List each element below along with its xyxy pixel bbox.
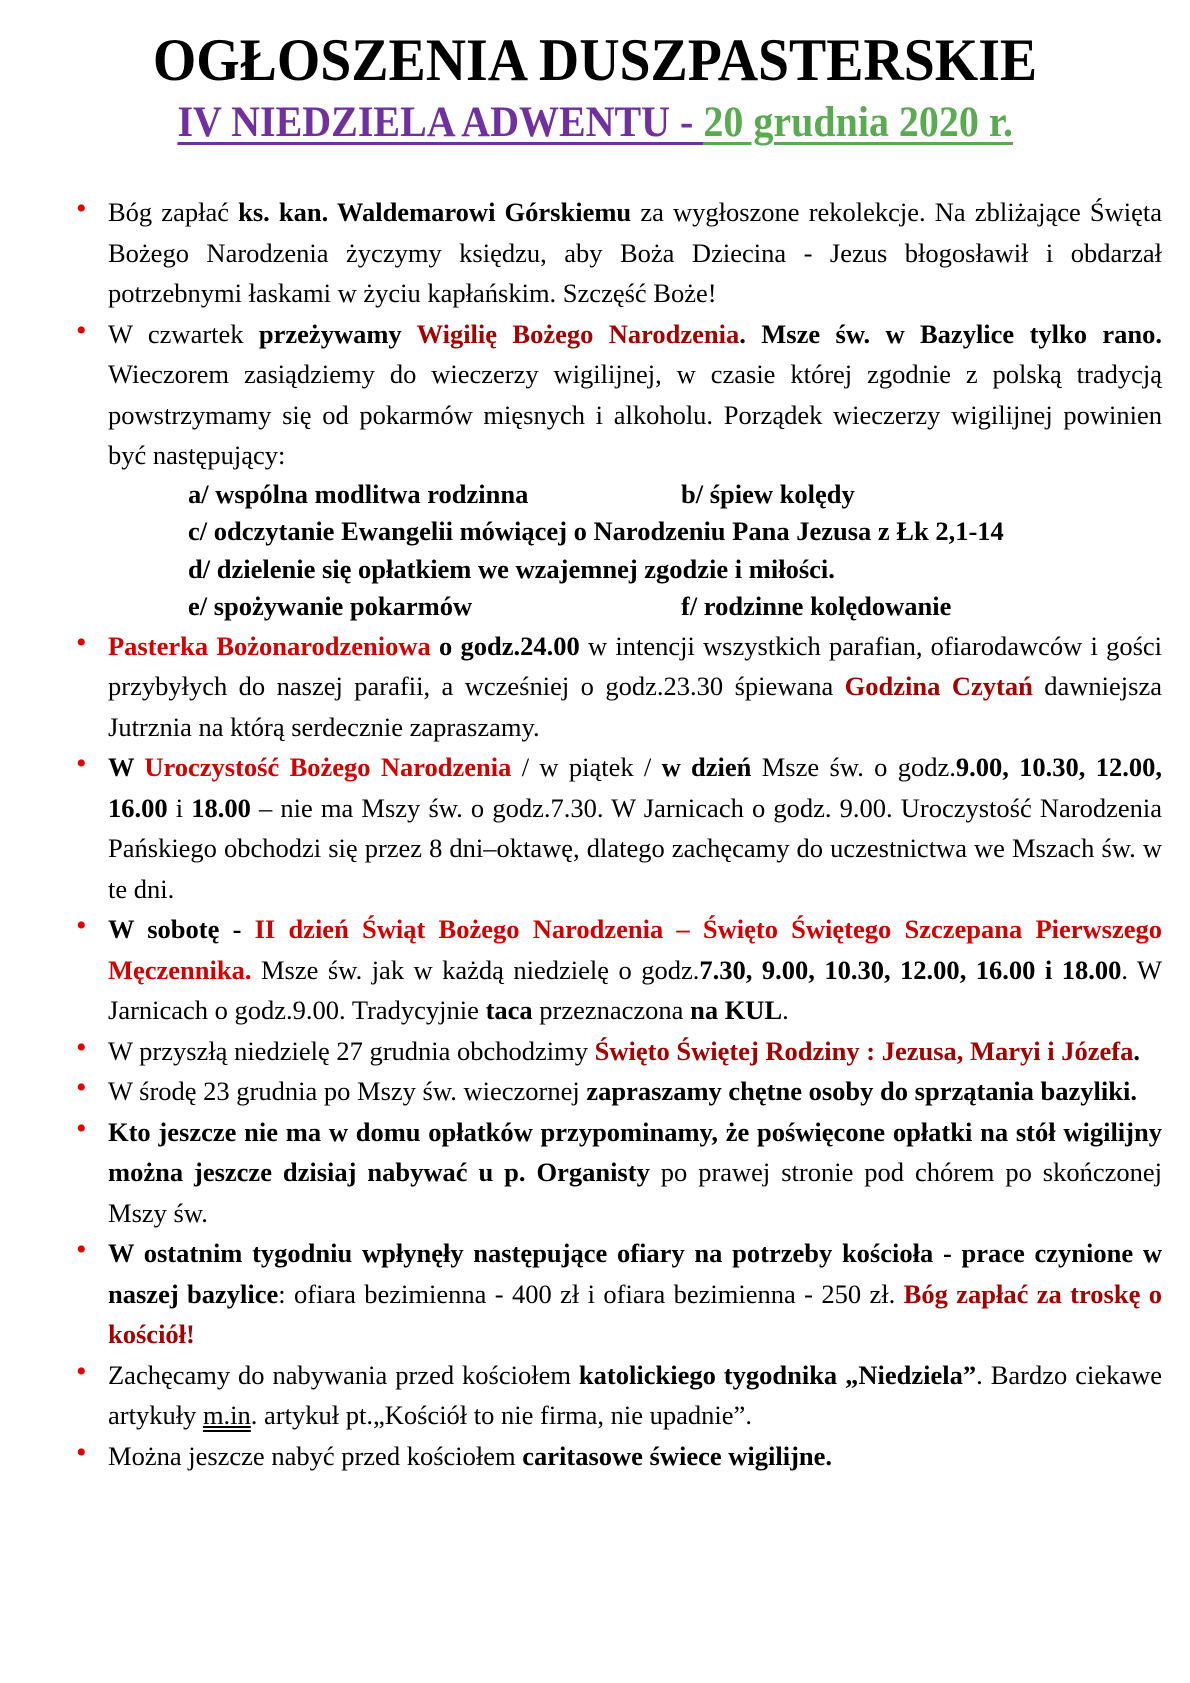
text-segment: Można jeszcze nabyć przed kościołem (108, 1440, 523, 1471)
text-segment: W (108, 752, 145, 782)
announcement-item (72, 1233, 1162, 1355)
text-segment: Godzina Czytań (844, 671, 1033, 701)
text-segment: taca (485, 995, 533, 1025)
bullet-icon: • (76, 909, 87, 942)
text-segment: dawniejsza Jutrznia na którą serdecznie zapraszamy. (108, 671, 1162, 742)
subtitle-date: 20 grudnia 2020 r. (703, 99, 1013, 146)
order-list-step: c/ odczytanie Ewangelii mówiącej o Narodzeniu Pana Jezusa z Łk 2,1-14 (188, 516, 1004, 546)
bullet-icon: • (76, 192, 87, 225)
order-list-step: d/ dzielenie się opłatkiem we wzajemnej zgodzie i miłości. (188, 553, 835, 584)
text-segment: Pasterka Bożonarodzeniowa (108, 630, 431, 661)
announcement-item (72, 909, 1162, 1031)
announcements-list (72, 192, 1162, 1476)
text-segment: : ofiara bezimienna - 400 zł i ofiara bezimienna - 250 zł. (278, 1278, 904, 1309)
bullet-icon: • (76, 625, 87, 659)
document-header (0, 28, 1190, 148)
text-segment: m.in (202, 1400, 251, 1430)
text-segment: Uroczystość Bożego Narodzenia (144, 752, 512, 782)
text-segment: Bóg zapłać (108, 197, 239, 227)
order-list-step: b/ śpiew kolędy (681, 478, 855, 509)
order-list-step: a/ wspólna modlitwa rodzinna (188, 478, 529, 509)
order-list-row (188, 588, 1162, 626)
text-segment: za wygłoszone rekolekcje. Na zbliżające Święta Bożego Narodzenia życzymy księdzu, aby Boża Dziecina - Jezus błogosławił i obdarzał potrzebnymi łaskami w życiu kapłańskim. Szczęść Boże! (108, 197, 1162, 308)
text-segment: w intencji wszystkich parafian, ofiarodawców i gości przybyłych do naszej parafii, a wcześniej o godz.23.30 śpiewana (108, 630, 1163, 701)
text-segment: przeżywamy (258, 318, 417, 349)
text-segment: Zachęcamy do nabywania przed kościołem (108, 1359, 579, 1390)
text-segment: Wigilię Bożego Narodzenia (416, 318, 740, 349)
text-segment: W ostatnim tygodniu wpłynęły następujące ofiary na potrzeby kościoła - prace czynione w naszej bazylice (108, 1238, 1162, 1309)
text-segment: katolickiego tygodnika „Niedziela” (578, 1359, 977, 1390)
text-segment: 18.00 (191, 792, 251, 823)
bullet-icon: • (76, 1071, 87, 1104)
text-segment: . (1133, 1035, 1141, 1066)
text-segment: Msze św. o godz. (751, 752, 956, 782)
text-segment: Kto jeszcze nie ma w domu opłatków przypominamy, że poświęcone opłatki na stół wigilijny można jeszcze dzisiaj nabywać u p. Organisty (108, 1116, 1162, 1187)
text-segment: Święto Świętej Rodziny : Jezusa, Maryi i Józefa (594, 1035, 1134, 1066)
text-segment: o godz.24.00 (439, 630, 580, 661)
text-segment: ks. kan. Waldemarowi Górskiemu (238, 197, 632, 227)
bullet-icon: • (76, 1030, 87, 1064)
text-segment: W środę 23 grudnia po Mszy św. wieczornej (108, 1076, 587, 1106)
text-segment: . W Jarnicach o godz.9.00. Tradycyjnie (108, 954, 1162, 1025)
text-segment: 9.00, 10.30, 12.00, 16.00 (108, 752, 1163, 823)
bullet-icon: • (76, 747, 87, 780)
order-list-step: f/ rodzinne kolędowanie (681, 591, 952, 621)
text-segment: na KUL (690, 995, 783, 1025)
page-title: OGŁOSZENIA DUSZPASTERSKIE (152, 27, 1038, 93)
text-segment: Bóg zapłać za troskę o kościół! (108, 1278, 1162, 1349)
text-segment: – nie ma Mszy św. o godz.7.30. W Jarnicach o godz. 9.00. Uroczystość Narodzenia Pańskiego obchodzi się przez 8 dni–oktawę, dlatego zachęcamy do uczestnictwa we Mszach św. w te dni. (108, 792, 1162, 904)
bullet-icon: • (76, 1354, 87, 1388)
text-segment: . Msze św. w Bazylice tylko rano. (739, 318, 1162, 349)
order-list-row (188, 476, 1162, 514)
text-segment: W sobotę - (108, 914, 255, 944)
announcement-item (72, 1071, 1162, 1112)
text-segment (431, 631, 439, 661)
bullet-icon: • (76, 1111, 87, 1145)
text-segment: caritasowe świece wigilijne. (522, 1440, 833, 1471)
text-segment: . Bardzo ciekawe artykuły (108, 1359, 1162, 1430)
text-segment: i (167, 792, 192, 823)
announcement-item (72, 1112, 1162, 1234)
announcement-item (72, 1355, 1162, 1436)
announcement-item (72, 192, 1162, 314)
bullet-icon: • (76, 313, 87, 347)
order-list-step: e/ spożywanie pokarmów (188, 591, 473, 621)
text-segment: . artykuł pt.„Kościół to nie firma, nie upadnie”. (250, 1400, 752, 1430)
text-segment: II dzień Świąt Bożego Narodzenia – Święto Świętego Szczepana Pierwszego Męczennika. (108, 914, 1162, 985)
text-segment: . (782, 995, 789, 1025)
text-segment: po prawej stronie pod chórem po skończonej Mszy św. (108, 1157, 1162, 1228)
text-segment: przeznaczona (532, 995, 691, 1025)
text-segment: W czwartek (108, 318, 259, 349)
text-segment: Msze św. jak w każdą niedzielę o godz. (251, 954, 700, 985)
page-subtitle (177, 98, 1013, 148)
text-segment: / w piątek / (511, 752, 662, 782)
announcement-item (72, 1031, 1162, 1072)
bullet-icon: • (76, 1233, 87, 1266)
order-list-row (188, 551, 1162, 589)
order-list-row (188, 513, 1162, 551)
text-segment: zapraszamy chętne osoby do sprzątania bazyliki. (586, 1076, 1137, 1106)
wigilia-order-list (108, 476, 1162, 626)
subtitle-sunday: IV NIEDZIELA ADWENTU - (177, 99, 704, 146)
text-segment: W przyszłą niedzielę 27 grudnia obchodzimy (108, 1035, 595, 1066)
text-segment: w dzień (661, 752, 752, 782)
bullet-icon: • (76, 1435, 87, 1469)
announcement-item (72, 747, 1162, 909)
text-segment: 7.30, 9.00, 10.30, 12.00, 16.00 i 18.00 (699, 954, 1122, 985)
announcement-item (72, 626, 1162, 748)
announcement-item (72, 314, 1162, 626)
announcement-item (72, 1436, 1162, 1477)
text-segment: Wieczorem zasiądziemy do wieczerzy wigilijnej, w czasie której zgodnie z polską tradycją powstrzymamy się od pokarmów mięsnych i alkoholu. Porządek wieczerzy wigilijnej powinien być następujący: (108, 359, 1162, 470)
